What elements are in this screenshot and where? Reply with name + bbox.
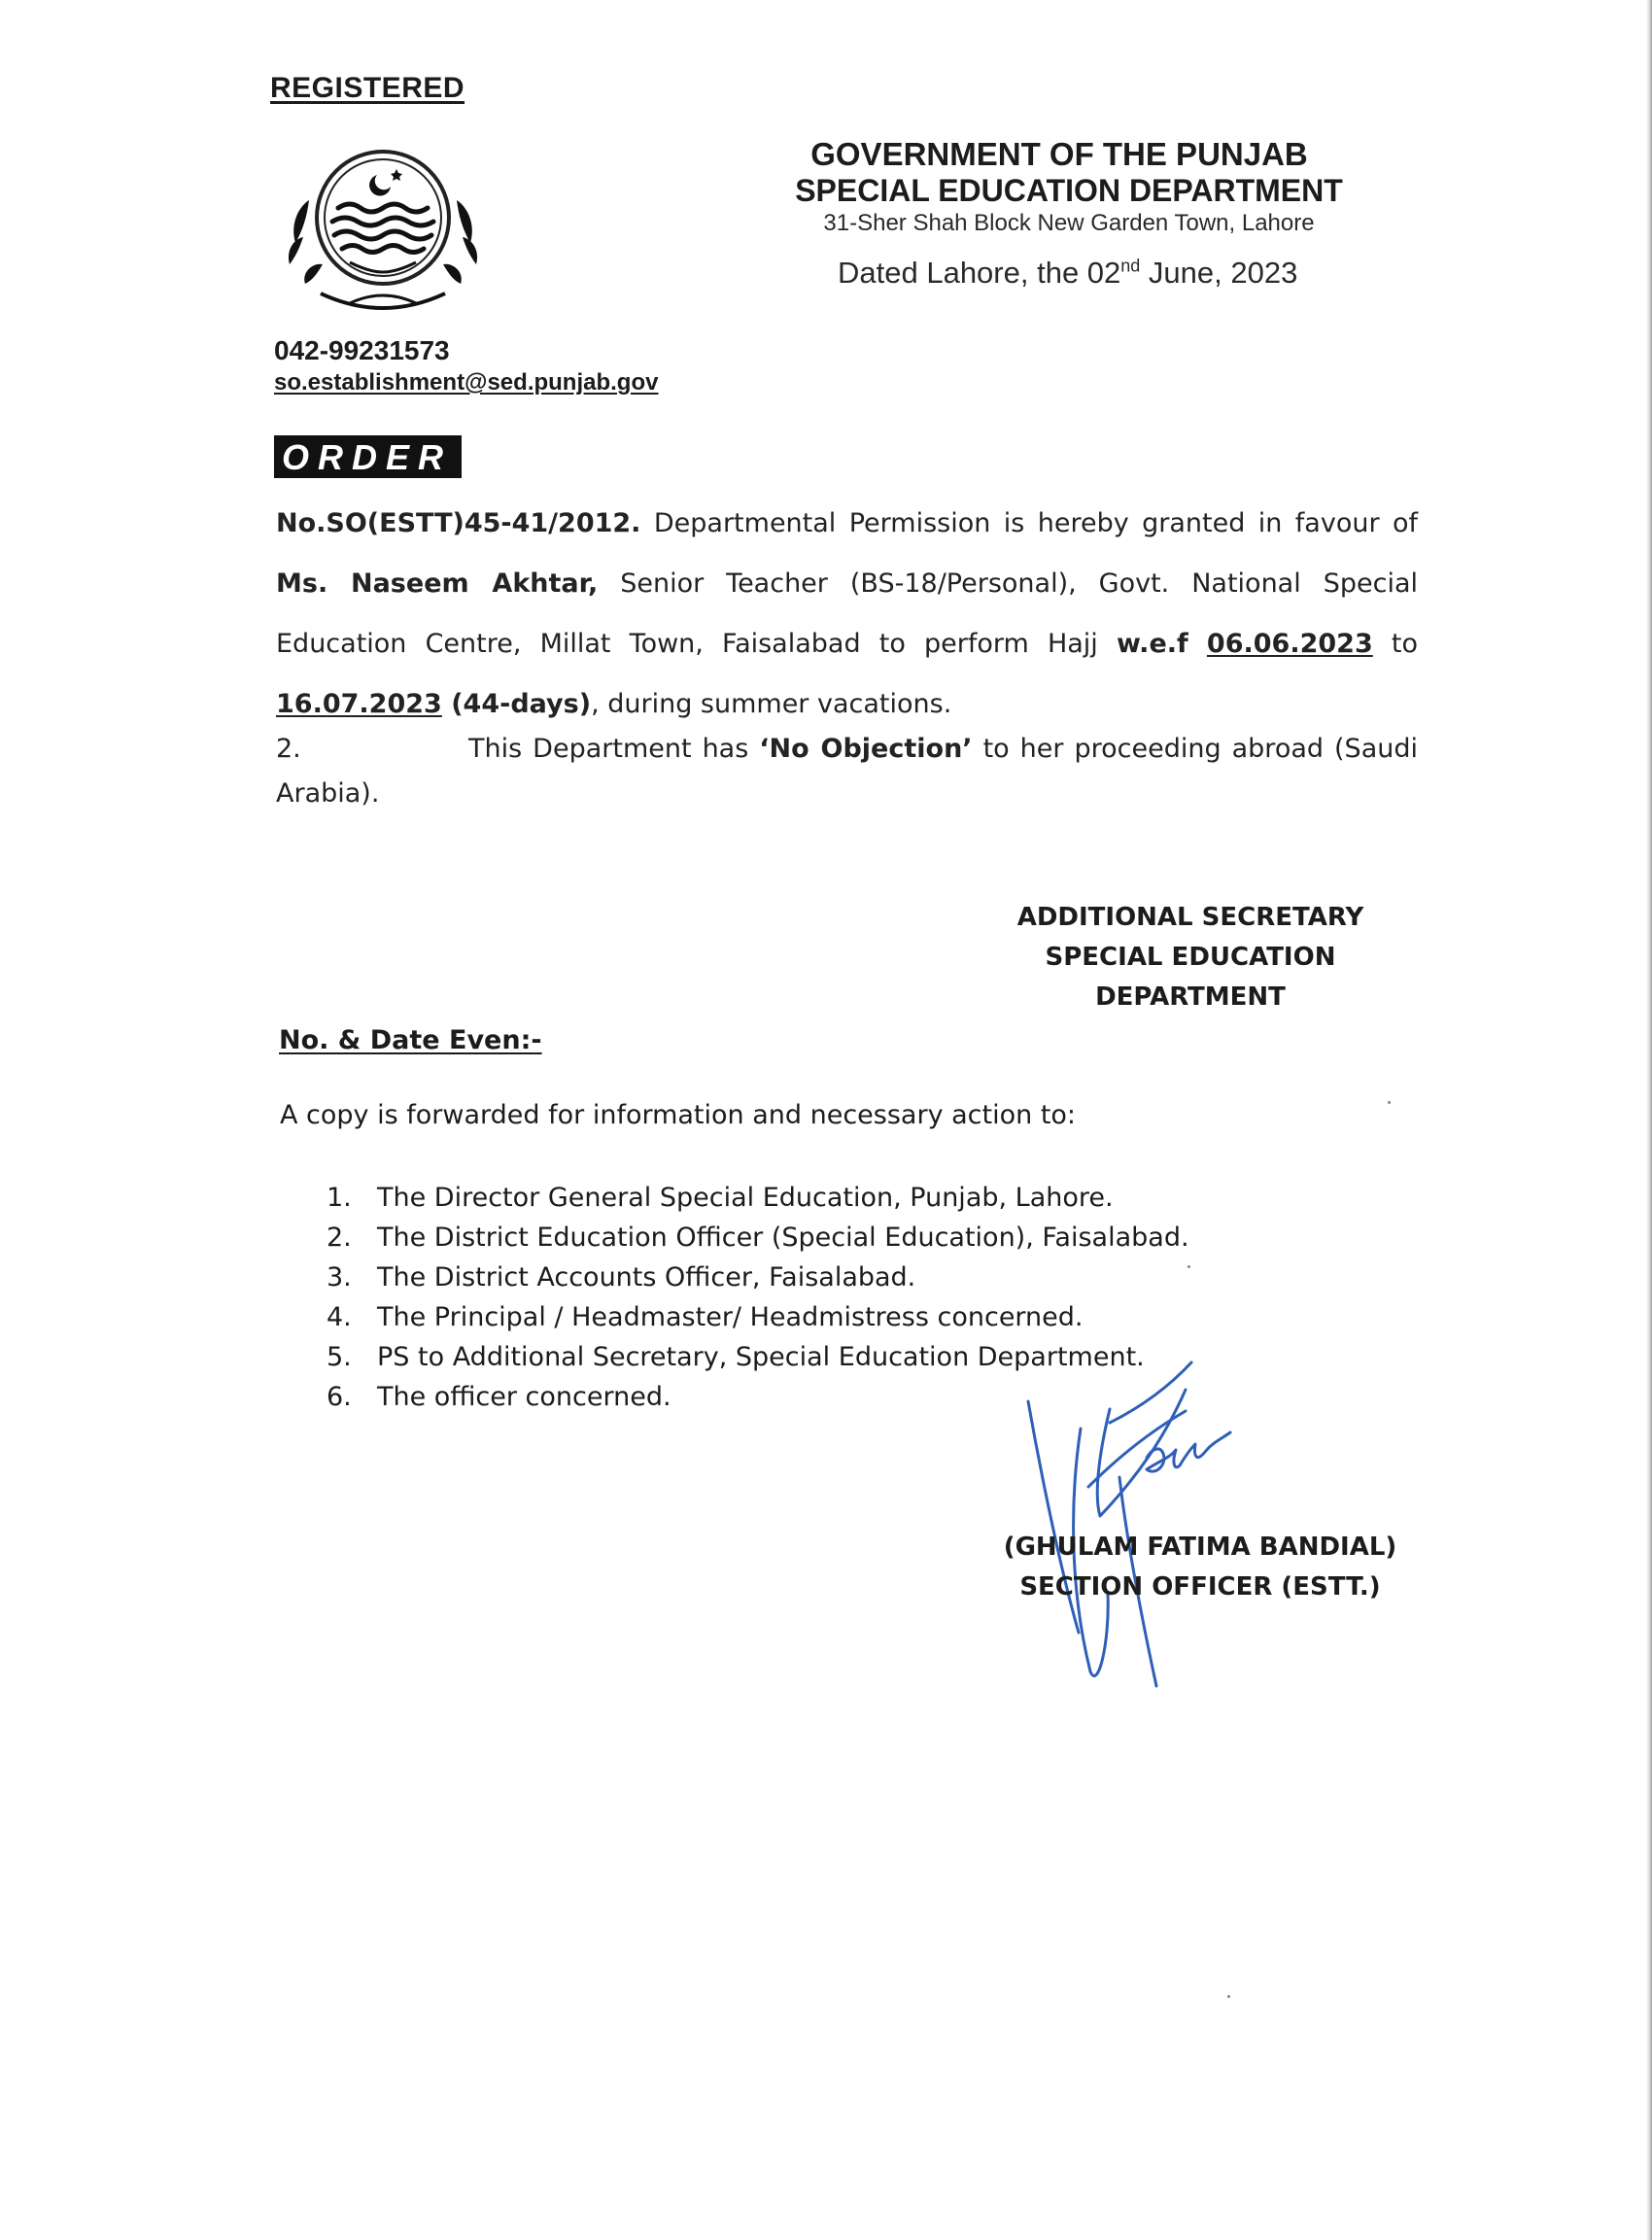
phone-number: 042-99231573: [274, 335, 450, 365]
list-item: 2. The District Education Officer (Special Education), Faisalabad.: [327, 1223, 1189, 1253]
paper-speck: [1187, 1265, 1190, 1268]
list-item: 6. The officer concerned.: [327, 1382, 671, 1412]
list-item: 3. The District Accounts Officer, Faisalabad.: [327, 1262, 916, 1292]
department-title: SPECIAL EDUCATION DEPARTMENT: [795, 173, 1343, 208]
officer-name: (GHULAM FATIMA BANDIAL): [1003, 1533, 1397, 1562]
reference-heading: No. & Date Even:-: [279, 1025, 542, 1055]
order-paragraph: No.SO(ESTT)45-41/2012. Departmental Permission is hereby granted in favour of Ms. Naseem Akhtar, Senior Teacher (BS-18/Personal), Govt. National Special Education Centre, Millat Town, Faisalabad to perform Hajj w.e.f 06.06.2023 to 16.07.2023 (44-days), during summer vacations.: [276, 508, 1418, 719]
list-item: 4. The Principal / Headmaster/ Headmistress concerned.: [327, 1302, 1084, 1332]
signatory-line-3: DEPARTMENT: [1095, 982, 1286, 1012]
order-badge: ORDER: [274, 435, 462, 478]
government-title: GOVERNMENT OF THE PUNJAB: [810, 136, 1308, 172]
paper-speck: [1227, 1995, 1230, 1998]
copy-forward-line: A copy is forwarded for information and necessary action to:: [280, 1100, 1077, 1130]
page-edge: [1646, 0, 1652, 2240]
no-objection-paragraph: 2. This Department has ‘No Objection’ to her proceeding abroad (Saudi Arabia).: [276, 734, 1418, 809]
signatory-line-1: ADDITIONAL SECRETARY: [1016, 903, 1364, 932]
registered-label: REGISTERED: [270, 72, 465, 104]
government-of-punjab-emblem-icon: [282, 148, 484, 315]
signatory-block: [972, 898, 1409, 1017]
list-item: 5. PS to Additional Secretary, Special Education Department.: [327, 1342, 1145, 1372]
officer-designation: SECTION OFFICER (ESTT.): [1019, 1572, 1381, 1602]
officer-block: [981, 1528, 1419, 1607]
paper-speck: [1388, 1101, 1391, 1104]
signatory-line-2: SPECIAL EDUCATION: [1045, 943, 1336, 972]
email-address: so.establishment@sed.punjab.gov: [274, 369, 659, 396]
department-address: 31-Sher Shah Block New Garden Town, Lahore: [823, 210, 1315, 236]
handwritten-signature-icon: [1001, 1351, 1292, 1701]
date-line: Dated Lahore, the 02nd June, 2023: [838, 256, 1298, 290]
list-item: 1. The Director General Special Education, Punjab, Lahore.: [327, 1183, 1114, 1213]
